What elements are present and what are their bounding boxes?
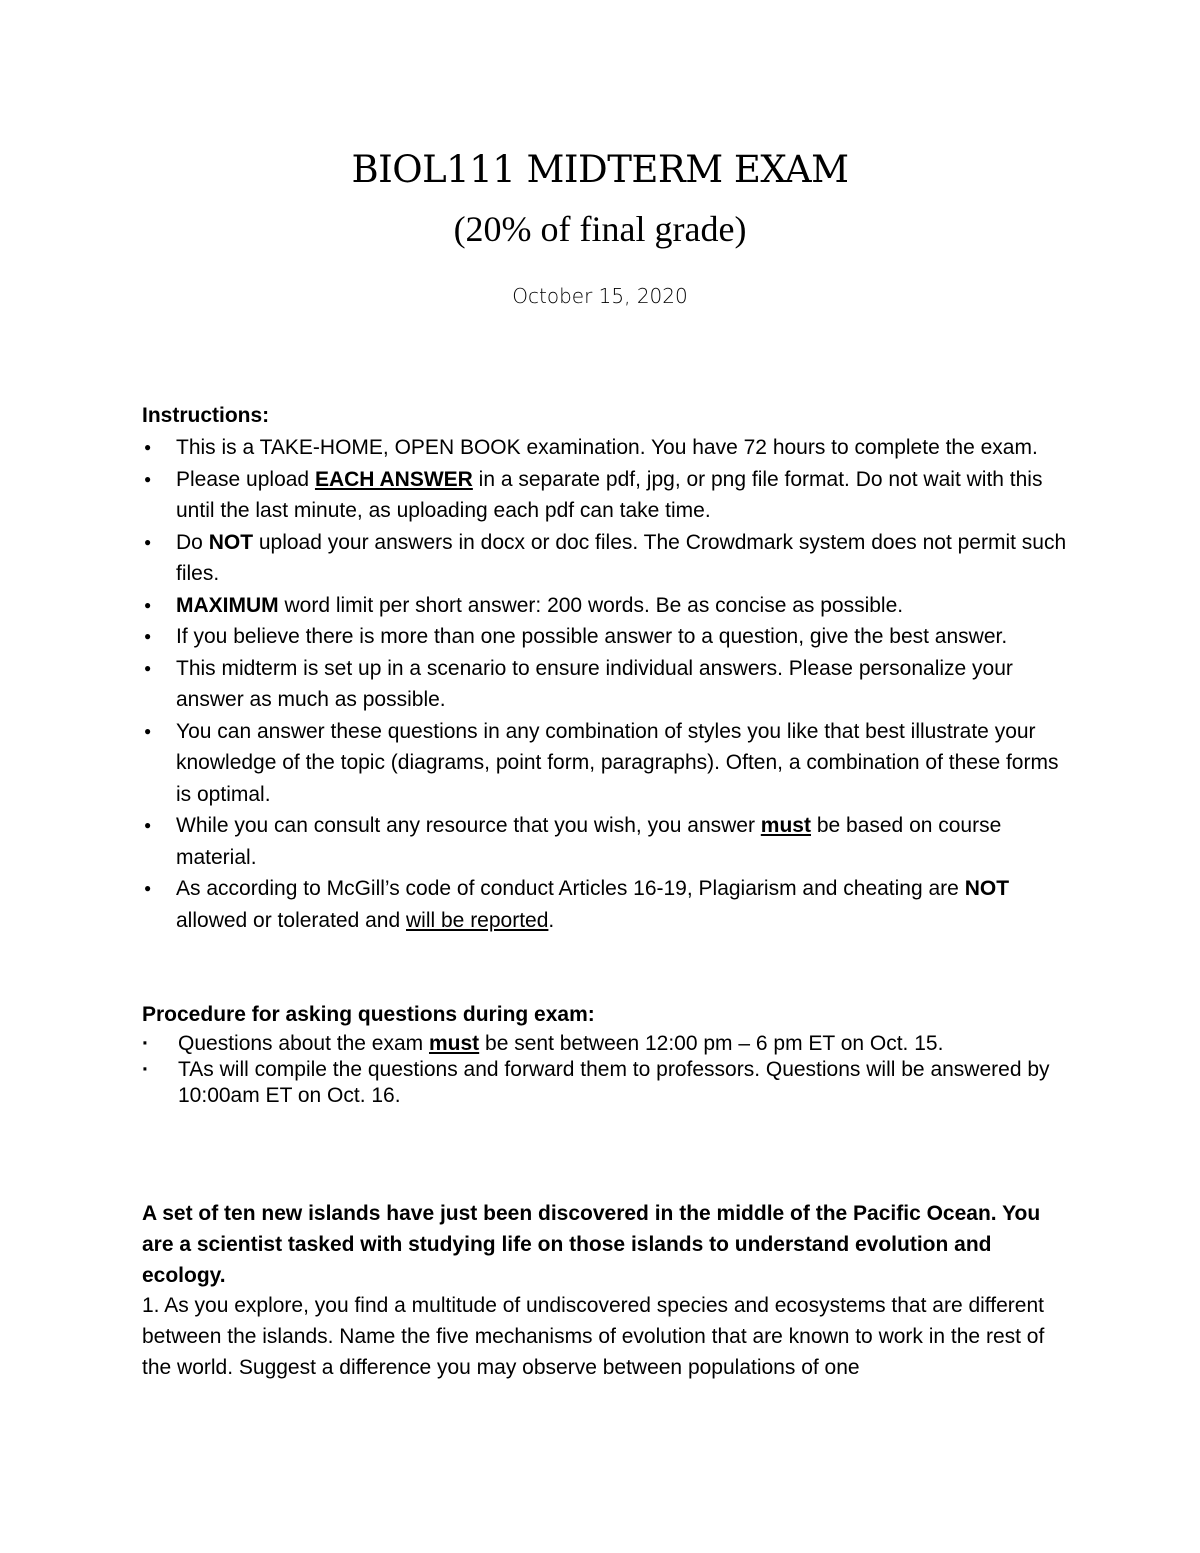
procedure-item: · Questions about the exam must be sent between 12:00 pm – 6 pm ET on Oct. 15. <box>142 1031 1072 1057</box>
instruction-item: ● This is a TAKE-HOME, OPEN BOOK examination. You have 72 hours to complete the exam. <box>142 432 1072 464</box>
instruction-item: ● If you believe there is more than one possible answer to a question, give the best answer. <box>142 621 1072 653</box>
instruction-item: ● While you can consult any resource that you wish, you answer must be based on course material. <box>142 810 1072 873</box>
question-1: 1. As you explore, you find a multitude of undiscovered species and ecosystems that are different between the islands. Name the five mechanisms of evolution that are known to work in the rest of the world. Suggest a difference you may observe between populations of one <box>142 1294 1045 1379</box>
exam-date: October 15, 2020 <box>512 284 688 308</box>
instructions-list <box>142 432 1072 936</box>
instruction-item: ● Do NOT upload your answers in docx or doc files. The Crowdmark system does not permit such files. <box>142 527 1072 590</box>
instruction-item: ● Please upload EACH ANSWER in a separate pdf, jpg, or png file format. Do not wait with this until the last minute, as uploading each pdf can take time. <box>142 464 1072 527</box>
instruction-item: ● You can answer these questions in any combination of styles you like that best illustrate your knowledge of the topic (diagrams, point form, paragraphs). Often, a combination of these forms is optimal. <box>142 716 1072 811</box>
instruction-item: ● This midterm is set up in a scenario to ensure individual answers. Please personalize your answer as much as possible. <box>142 653 1072 716</box>
procedure-item: · TAs will compile the questions and forward them to professors. Questions will be answered by 10:00am ET on Oct. 16. <box>142 1057 1072 1109</box>
instruction-item: ● MAXIMUM word limit per short answer: 200 words. Be as concise as possible. <box>142 590 1072 622</box>
scenario-paragraph: A set of ten new islands have just been discovered in the middle of the Pacific Ocean. You are a scientist tasked with studying life on those islands to understand evolution and ecology. <box>142 1202 1041 1287</box>
instructions-heading: Instructions: <box>142 404 270 427</box>
instruction-item: ● As according to McGill’s code of conduct Articles 16-19, Plagiarism and cheating are NOT allowed or tolerated and will be reported. <box>142 873 1072 936</box>
grade-weight: (20% of final grade) <box>453 209 747 249</box>
exam-title: BIOL111 MIDTERM EXAM <box>351 148 849 191</box>
procedure-heading: Procedure for asking questions during exam: <box>142 1003 595 1026</box>
procedure-list <box>142 1031 1072 1109</box>
